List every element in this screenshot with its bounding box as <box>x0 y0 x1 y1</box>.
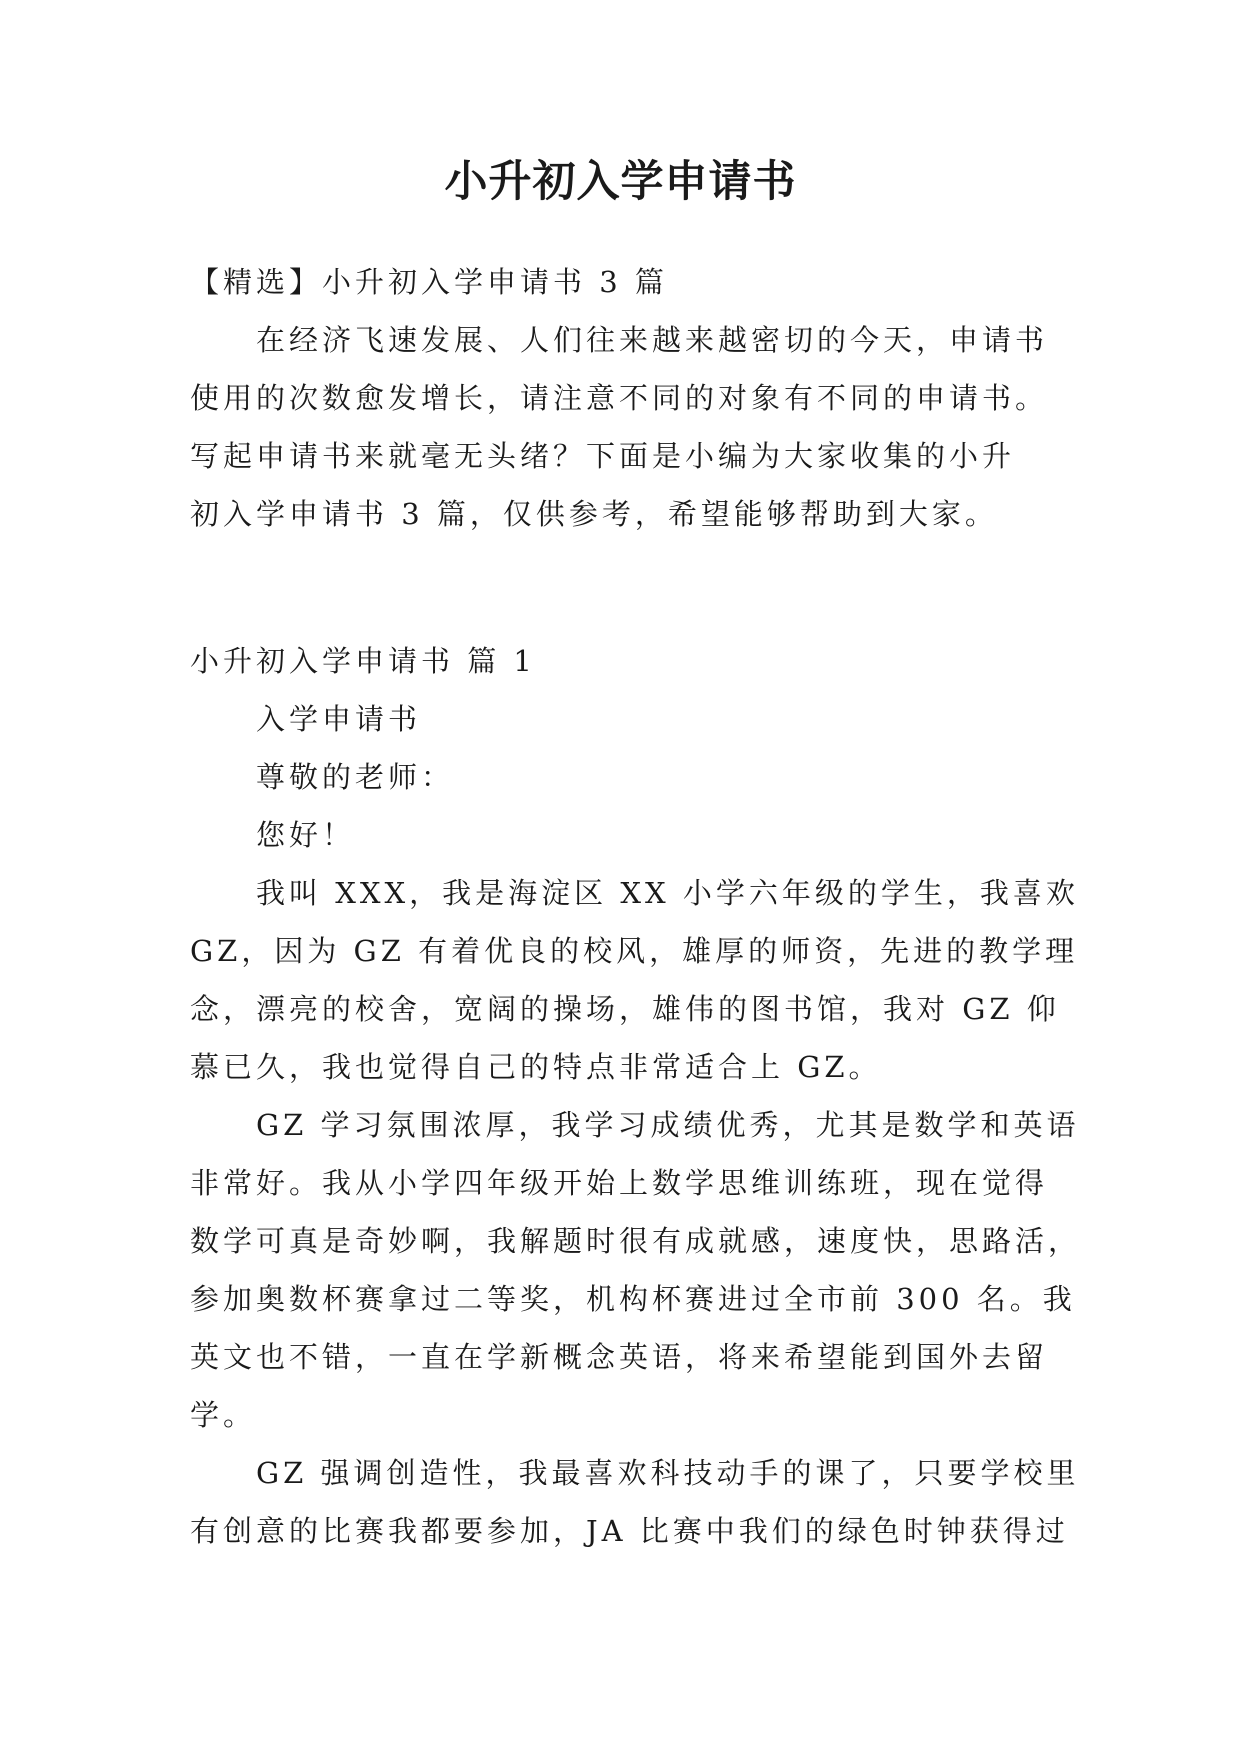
intro-section <box>190 253 1052 543</box>
letter-title: 入学申请书 <box>256 702 422 736</box>
intro-line-4: 初入学申请书 3 篇，仅供参考，希望能够帮助到大家。 <box>190 497 998 531</box>
paragraph-1-line-1: 我叫 XXX，我是海淀区 XX 小学六年级的学生，我喜欢 <box>256 876 1079 910</box>
paragraph-2-line-2: 非常好。我从小学四年级开始上数学思维训练班，现在觉得 <box>190 1166 1049 1200</box>
section-heading: 小升初入学申请书 篇 1 <box>190 644 536 678</box>
paragraph-1-line-4: 慕已久，我也觉得自己的特点非常适合上 GZ。 <box>190 1050 882 1084</box>
paragraph-2-line-3: 数学可真是奇妙啊，我解题时很有成就感，速度快，思路活， <box>190 1224 1082 1258</box>
paragraph-2-line-6: 学。 <box>190 1398 257 1432</box>
intro-heading: 【精选】小升初入学申请书 3 篇 <box>190 265 668 299</box>
paragraph-2-line-1: GZ 学习氛围浓厚，我学习成绩优秀，尤其是数学和英语 <box>256 1108 1080 1142</box>
salutation: 尊敬的老师： <box>256 760 455 794</box>
intro-line-1: 在经济飞速发展、人们往来越来越密切的今天，申请书 <box>256 323 1049 357</box>
greeting: 您好！ <box>256 818 356 852</box>
intro-line-2: 使用的次数愈发增长，请注意不同的对象有不同的申请书。 <box>190 381 1049 415</box>
paragraph-1-line-2: GZ，因为 GZ 有着优良的校风，雄厚的师资，先进的教学理 <box>190 934 1079 968</box>
paragraph-3-line-1: GZ 强调创造性，我最喜欢科技动手的课了，只要学校里 <box>256 1456 1080 1490</box>
paragraph-2-line-5: 英文也不错，一直在学新概念英语，将来希望能到国外去留 <box>190 1340 1049 1374</box>
paragraph-1-line-3: 念，漂亮的校舍，宽阔的操场，雄伟的图书馆，我对 GZ 仰 <box>190 992 1060 1026</box>
paragraph-2-line-4: 参加奥数杯赛拿过二等奖，机构杯赛进过全市前 300 名。我 <box>190 1282 1076 1316</box>
intro-line-3: 写起申请书来就毫无头绪？下面是小编为大家收集的小升 <box>190 439 1016 473</box>
section-1 <box>190 632 1082 1560</box>
document-title: 小升初入学申请书 <box>444 157 797 207</box>
paragraph-3-line-2: 有创意的比赛我都要参加，JA 比赛中我们的绿色时钟获得过 <box>190 1514 1069 1548</box>
